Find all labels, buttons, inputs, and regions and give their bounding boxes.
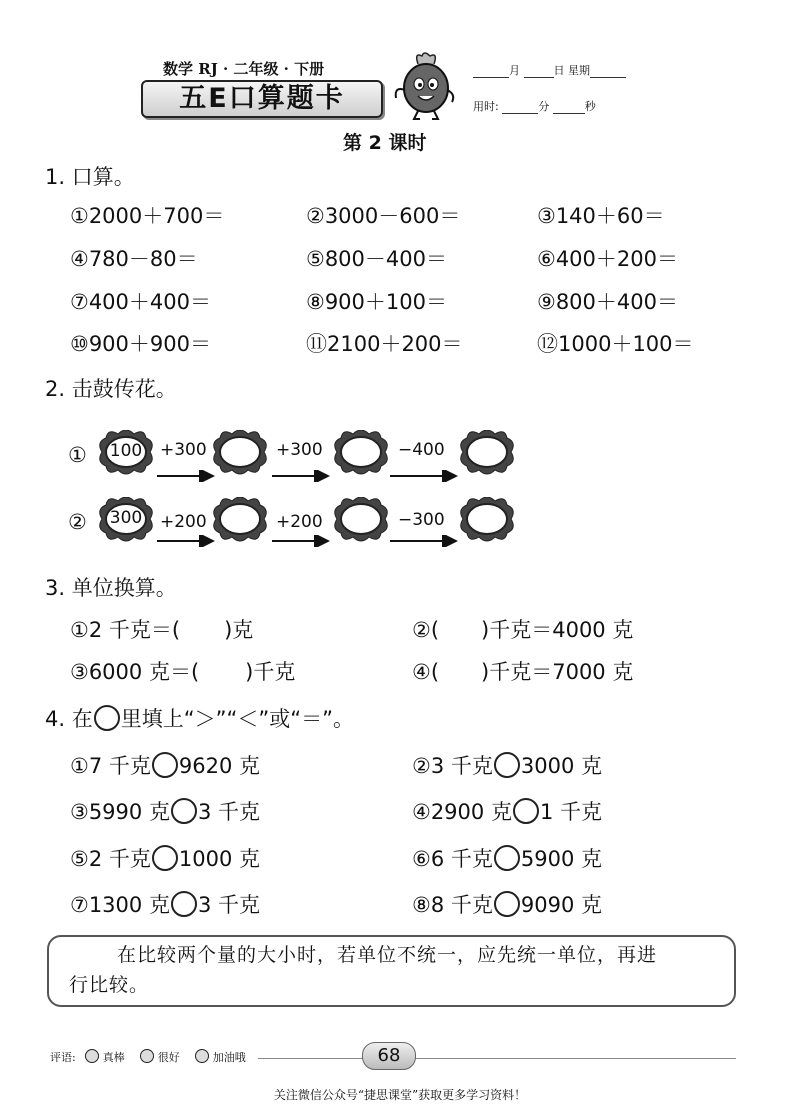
time-fields: 用时: 分 秒 bbox=[473, 100, 596, 113]
q2-row1-op1: +300 bbox=[160, 440, 207, 460]
q4-title: 4. 在 里填上“＞”“＜”或“＝”。 bbox=[45, 707, 354, 731]
q1-item: ⑨800＋400＝ bbox=[537, 290, 678, 314]
tip-box bbox=[47, 935, 736, 1007]
arrow-icon bbox=[155, 535, 217, 547]
book-subtitle: 数学 RJ · 二年级 · 下册 bbox=[163, 60, 325, 78]
compare-circle[interactable] bbox=[152, 845, 178, 871]
flower-blank[interactable] bbox=[333, 497, 393, 545]
compare-circle[interactable] bbox=[152, 752, 178, 778]
month-blank[interactable] bbox=[473, 65, 509, 78]
arrow-icon bbox=[270, 535, 332, 547]
flower-blank[interactable] bbox=[459, 497, 519, 545]
q4-item: ①7 千克 9620 克 bbox=[70, 754, 260, 778]
flower-blank[interactable] bbox=[459, 430, 519, 478]
rating-bar: 评语: 真棒 很好 加油哦 bbox=[50, 1051, 246, 1064]
q1-item: ④780－80＝ bbox=[70, 247, 198, 271]
q4-item: ③5990 克 3 千克 bbox=[70, 800, 260, 824]
second-blank[interactable] bbox=[553, 101, 585, 114]
day-blank[interactable] bbox=[524, 65, 554, 78]
date-fields: 月 日 星期 bbox=[473, 62, 626, 78]
q1-item: ⑪2100＋200＝ bbox=[306, 332, 463, 356]
q4-item: ⑦1300 克 3 千克 bbox=[70, 893, 260, 917]
q1-item: ⑩900＋900＝ bbox=[70, 332, 211, 356]
smile-icon[interactable] bbox=[140, 1049, 154, 1063]
footer-divider bbox=[258, 1058, 736, 1059]
q1-item: ⑫1000＋100＝ bbox=[537, 332, 694, 356]
q2-row2-start: 300 bbox=[109, 508, 143, 528]
q4-item: ⑤2 千克 1000 克 bbox=[70, 847, 260, 871]
flower-blank[interactable] bbox=[212, 497, 272, 545]
flower-blank[interactable] bbox=[333, 430, 393, 478]
q1-item: ①2000＋700＝ bbox=[70, 204, 225, 228]
arrow-icon bbox=[388, 470, 460, 482]
footer-notice: 关注微信公众号“捷思课堂”获取更多学习资料！ bbox=[273, 1088, 527, 1102]
q3-item: ②( )千克＝4000 克 bbox=[412, 618, 634, 642]
q2-title: 2. 击鼓传花。 bbox=[45, 377, 177, 401]
page-number: 68 bbox=[362, 1042, 416, 1070]
arrow-icon bbox=[270, 470, 332, 482]
compare-circle[interactable] bbox=[494, 891, 520, 917]
q4-item: ⑥6 千克 5900 克 bbox=[412, 847, 602, 871]
mascot-illustration bbox=[388, 50, 460, 122]
q1-item: ⑦400＋400＝ bbox=[70, 290, 211, 314]
compare-circle[interactable] bbox=[494, 845, 520, 871]
compare-circle[interactable] bbox=[171, 798, 197, 824]
lesson-title: 第 2 课时 bbox=[343, 132, 427, 154]
q3-item: ④( )千克＝7000 克 bbox=[412, 660, 634, 684]
minute-blank[interactable] bbox=[502, 101, 538, 114]
q4-item: ⑧8 千克 9090 克 bbox=[412, 893, 602, 917]
arrow-icon bbox=[155, 470, 217, 482]
q1-item: ③140＋60＝ bbox=[537, 204, 665, 228]
q1-title: 1. 口算。 bbox=[45, 165, 135, 189]
smile-icon[interactable] bbox=[85, 1049, 99, 1063]
q2-row1-op3: −400 bbox=[398, 440, 445, 460]
arrow-icon bbox=[388, 535, 460, 547]
q2-row1-label: ① bbox=[68, 443, 87, 467]
q1-item: ⑧900＋100＝ bbox=[306, 290, 447, 314]
q4-item: ②3 千克 3000 克 bbox=[412, 754, 602, 778]
circle-icon bbox=[94, 705, 120, 731]
title-banner bbox=[141, 80, 383, 118]
compare-circle[interactable] bbox=[171, 891, 197, 917]
tip-line-1: 在比较两个量的大小时，若单位不统一，应先统一单位，再进 bbox=[117, 944, 658, 966]
q1-item: ⑤800－400＝ bbox=[306, 247, 447, 271]
q2-row1-op2: +300 bbox=[276, 440, 323, 460]
compare-circle[interactable] bbox=[513, 798, 539, 824]
q3-item: ③6000 克＝( )千克 bbox=[70, 660, 296, 684]
smile-icon[interactable] bbox=[195, 1049, 209, 1063]
q2-row2-op1: +200 bbox=[160, 512, 207, 532]
banner-title: 五E口算题卡 bbox=[179, 83, 345, 114]
compare-circle[interactable] bbox=[494, 752, 520, 778]
weekday-blank[interactable] bbox=[590, 65, 626, 78]
q1-item: ⑥400＋200＝ bbox=[537, 247, 678, 271]
tip-line-2: 行比较。 bbox=[69, 974, 150, 996]
q2-row2-label: ② bbox=[68, 510, 87, 534]
q2-row1-start: 100 bbox=[109, 441, 143, 461]
flower-blank[interactable] bbox=[212, 430, 272, 478]
q3-title: 3. 单位换算。 bbox=[45, 576, 177, 600]
q2-row2-op3: −300 bbox=[398, 510, 445, 530]
q2-row2-op2: +200 bbox=[276, 512, 323, 532]
q3-item: ①2 千克＝( )克 bbox=[70, 618, 254, 642]
q4-item: ④2900 克 1 千克 bbox=[412, 800, 602, 824]
q1-item: ②3000－600＝ bbox=[306, 204, 461, 228]
